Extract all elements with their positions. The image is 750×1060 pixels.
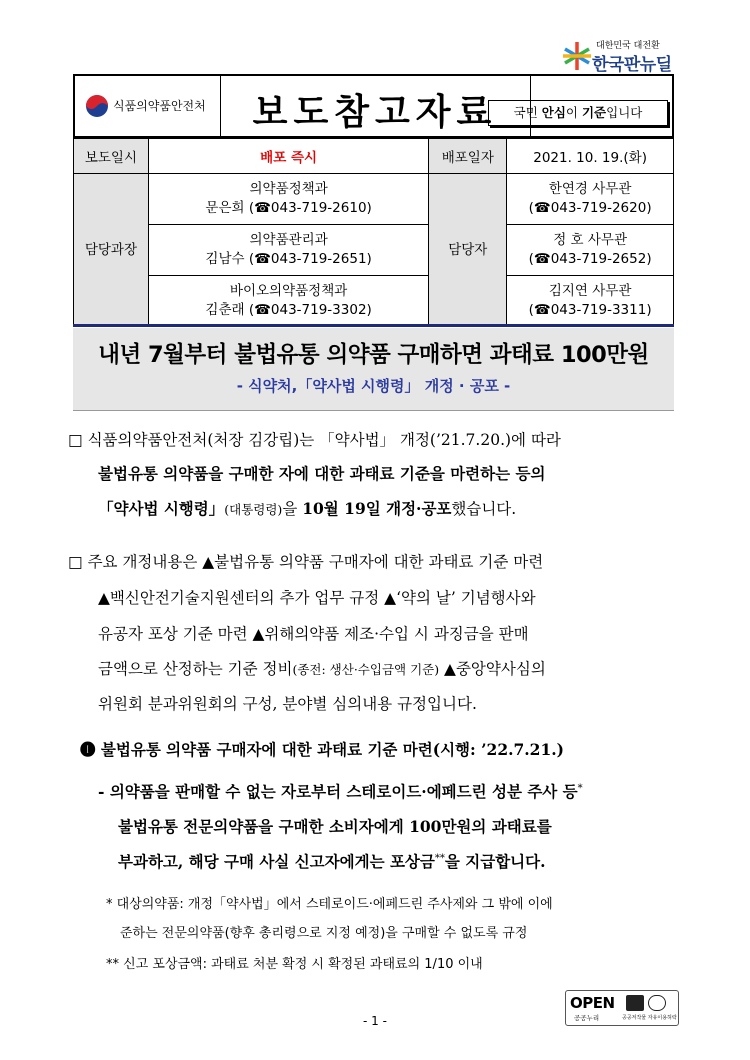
p1-law-name: 「약사법 시행령」 (98, 499, 225, 518)
p2-line-5: 위원회 분과위원회의 구성, 분야별 심의내용 규정입니다. (98, 695, 477, 713)
headline-subtitle: - 식약처,「약사법 시행령」 개정 · 공포 - (236, 377, 511, 395)
date-row (74, 139, 674, 174)
page-title: 보도참고자료 (252, 92, 498, 133)
dept-head: 문은희 (☎043-719-2610) (205, 200, 372, 216)
person-label: 담당자 (429, 174, 507, 327)
footnote-2: ** 신고 포상금액: 과태료 처분 확정 시 확정된 과태료의 1/10 이내 (106, 957, 483, 972)
headline-bottom-rule (73, 410, 674, 411)
s1-line-1-text: - 의약품을 판매할 수 없는 자로부터 스테로이드·에페드린 성분 주사 등 (98, 782, 578, 801)
slogan-mid: 이 (565, 105, 582, 120)
dist-date-value: 2021. 10. 19.(화) (507, 139, 674, 174)
dept-head: 김남수 (☎043-719-2651) (205, 251, 372, 267)
p2-line-1: □ 주요 개정내용은 ▲불법유통 의약품 구매자에 대한 과태료 기준 마련 (68, 553, 544, 571)
p2-line-3: 유공자 포상 기준 마련 ▲위해의약품 제조·수입 시 과징금을 판매 (98, 625, 529, 643)
noncommercial-icon (648, 995, 666, 1011)
slogan-pre: 국민 (513, 105, 542, 120)
p2-line-4b: (종전: 생산·수입금액 기준) (292, 662, 440, 677)
dept-name: 의약품정책과 (249, 181, 328, 197)
agency-cell (75, 76, 221, 136)
contact-row (74, 174, 674, 225)
logo-text: 한국판뉴딜 (592, 55, 672, 75)
p1-decree-note: (대통령령) (224, 502, 283, 517)
person-name: 정 호 사무관 (553, 232, 627, 248)
page-number: - 1 - (363, 1014, 387, 1028)
s1-line-3-text: 부과하고, 해당 구매 사실 신고자에게는 포상금 (118, 852, 435, 871)
person-cell (507, 276, 674, 327)
dept-name: 의약품관리과 (249, 232, 328, 248)
headline-top-rule (73, 324, 674, 327)
slogan-box (488, 100, 668, 126)
mfds-emblem-icon (85, 94, 109, 118)
contact-row (74, 276, 674, 327)
p1-line-2: 불법유통 의약품을 구매한 자에 대한 과태료 기준을 마련하는 등의 (98, 464, 546, 483)
agency-name: 식품의약품안전처 (113, 99, 206, 113)
dept-head: 김춘래 (☎043-719-3302) (205, 302, 372, 318)
section-1-heading: ❶ 불법유통 의약품 구매자에 대한 과태료 기준 마련(시행: ’22.7.21.) (80, 740, 564, 759)
footnote-1-cont: 준하는 전문의약품(향후 총리령으로 지정 예정)을 구매할 수 없도록 규정 (120, 926, 528, 941)
contact-table (73, 138, 674, 327)
s1-footnote-mark: * (577, 782, 583, 794)
dept-cell (148, 174, 429, 225)
contact-row (74, 225, 674, 276)
slogan-bold-2: 기준 (581, 105, 607, 120)
report-date-label: 보도일시 (74, 139, 149, 174)
headline-title: 내년 7월부터 불법유통 의약품 구매하면 과태료 100만원 (98, 342, 649, 368)
open-subtext: 공공누리 (574, 1014, 600, 1022)
title-cell (220, 76, 531, 136)
logo-subtext: 대한민국 대전환 (596, 41, 660, 51)
p1-ending: 했습니다. (451, 500, 517, 518)
new-deal-star-icon (562, 40, 592, 72)
person-name: 한연경 사무관 (548, 181, 632, 197)
footnote-1: * 대상의약품: 개정「약사법」에서 스테로이드·에페드린 주사제와 그 밖에 이에 (106, 897, 553, 912)
s1-footnote-mark-2: ** (434, 852, 445, 864)
dist-date-label: 배포일자 (429, 139, 507, 174)
person-name: 김지연 사무관 (548, 283, 632, 299)
p1-line-1: □ 식품의약품안전처(처장 김강립)는 「약사법」 개정(’21.7.20.)에 따라 (68, 431, 561, 449)
open-subtext-2: 공공저작물 자유이용허락 (622, 1015, 677, 1021)
s1-line-3-end: 을 지급합니다. (444, 852, 546, 871)
dept-label: 담당과장 (74, 174, 149, 327)
attribution-icon (626, 995, 644, 1011)
open-text: OPEN (570, 994, 615, 1012)
s1-line-3 (118, 850, 546, 872)
p1-line-3 (98, 497, 516, 519)
p2-line-4 (98, 657, 546, 679)
s1-line-1 (98, 780, 583, 802)
dept-name: 바이오의약품정책과 (229, 283, 348, 299)
report-date-value: 배포 즉시 (148, 139, 429, 174)
p1-date: 10월 19일 개정·공포 (302, 499, 452, 518)
korean-new-deal-logo (562, 36, 672, 76)
person-cell (507, 225, 674, 276)
person-phone: (☎043-719-2652) (528, 251, 652, 267)
s1-line-2: 불법유통 전문의약품을 구매한 소비자에게 100만원의 과태료를 (118, 817, 552, 836)
p2-line-2: ▲백신안전기술지원센터의 추가 업무 규정 ▲‘약의 날’ 기념행사와 (98, 589, 536, 607)
person-phone: (☎043-719-2620) (528, 200, 652, 216)
slogan-post: 입니다 (606, 105, 643, 120)
p2-line-4a: 금액으로 산정하는 기준 정비 (98, 660, 293, 678)
person-cell (507, 174, 674, 225)
person-phone: (☎043-719-3311) (528, 302, 652, 318)
dept-cell (148, 225, 429, 276)
p1-particle: 을 (282, 500, 303, 518)
slogan-bold-1: 안심 (541, 105, 566, 120)
p2-line-4c: ▲중앙약사심의 (439, 660, 546, 678)
dept-cell (148, 276, 429, 327)
